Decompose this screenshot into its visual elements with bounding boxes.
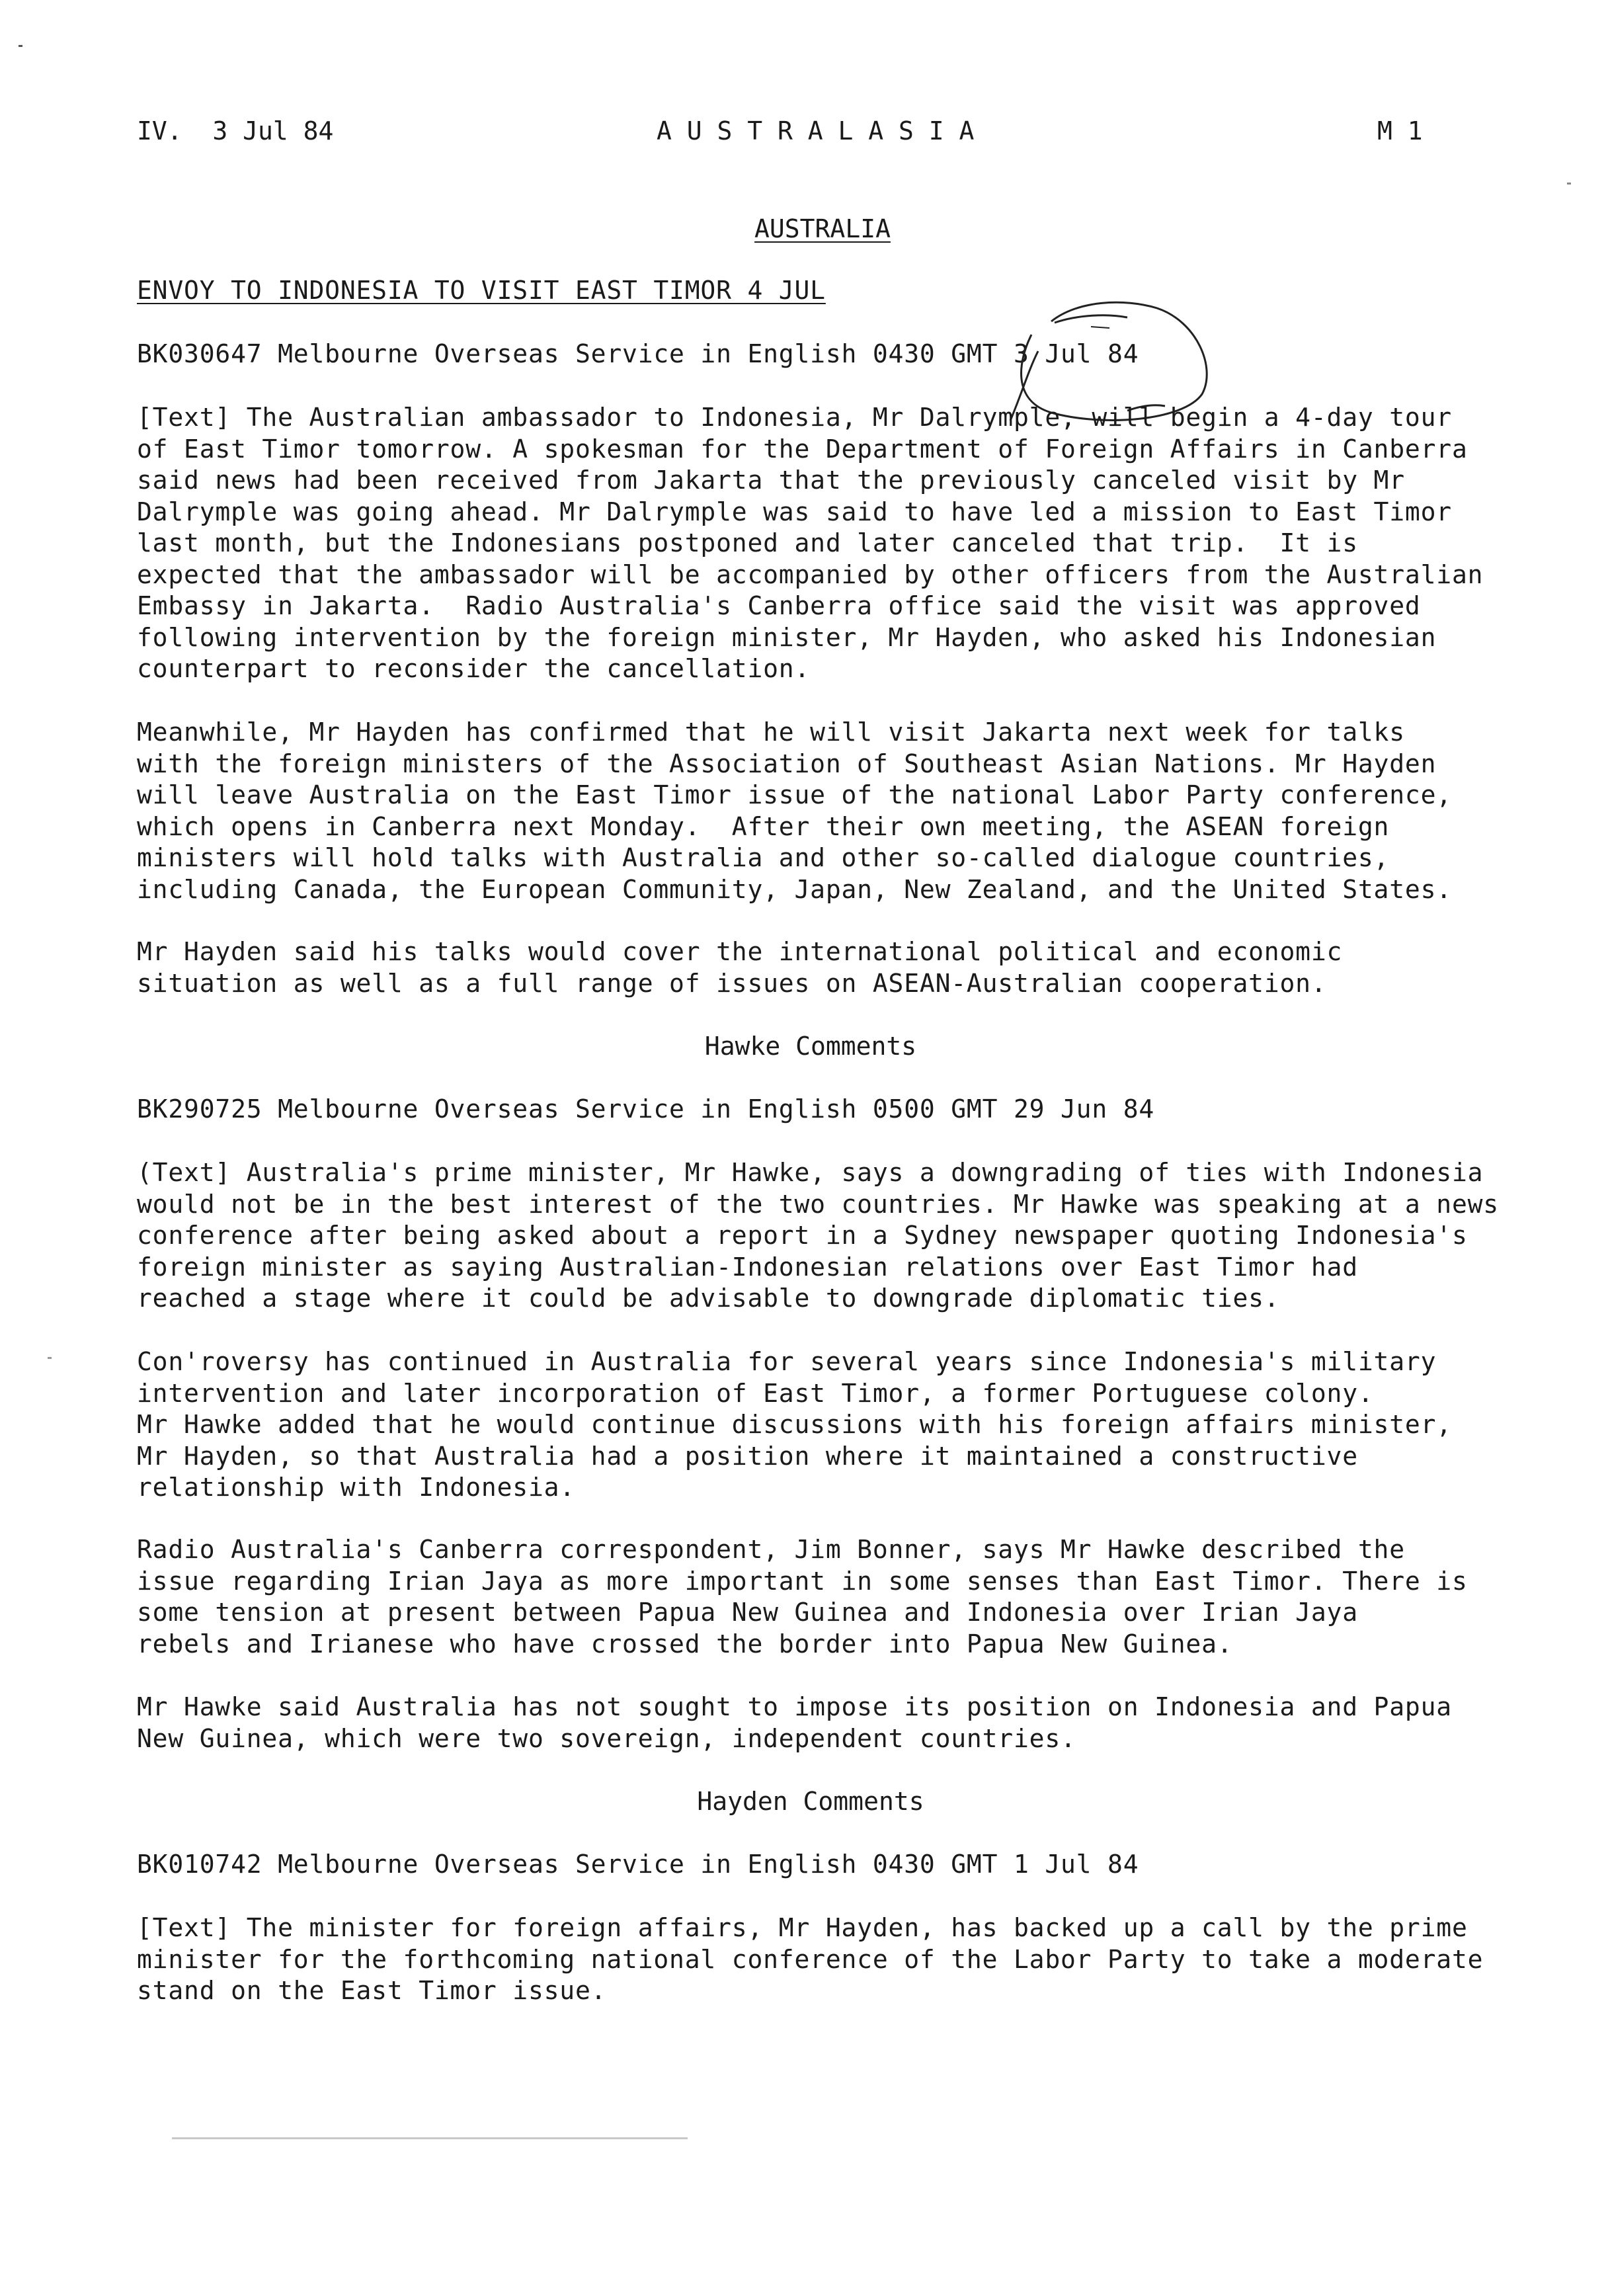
article-title: ENVOY TO INDONESIA TO VISIT EAST TIMOR 4 JUL: [137, 276, 826, 305]
scan-speck: [19, 45, 22, 47]
article-paragraph-2: Meanwhile, Mr Hayden has confirmed that he will visit Jakarta next week for talks with the foreign ministers of the Association of Southeast Asian Nations. Mr Hayden will leave Australia on the East Timor issue of the national Labor Party conference, which opens in Canberra next Monday. After their own meeting, the ASEAN foreign ministers will hold talks with Australia and other so-called dialogue countries, including Canada, the European Community, Japan, New Zealand, and the United States.: [137, 718, 1452, 904]
hayden-subheading: Hayden Comments: [697, 1787, 924, 1816]
hawke-paragraph-3: Radio Australia's Canberra correspondent, Jim Bonner, says Mr Hawke described the issue regarding Irian Jaya as more important in some senses than East Timor. There is some tension at present between Papua New Guinea and Indonesia over Irian Jaya rebels and Irianese who have crossed the border into Papua New Guinea.: [137, 1535, 1468, 1659]
hawke-paragraph-1: (Text] Australia's prime minister, Mr Hawke, says a downgrading of ties with Indonesia would not be in the best interest of the two countries. Mr Hawke was speaking at a news conference after being asked about a report in a Sydney newspaper quoting Indonesia's foreign minister as saying Australian-Indonesian relations over East Timor had reached a stage where it could be advisable to downgrade diplomatic ties.: [137, 1158, 1499, 1313]
hayden-source-line: BK010742 Melbourne Overseas Service in English 0430 GMT 1 Jul 84: [137, 1850, 1139, 1879]
article-paragraph-3: Mr Hayden said his talks would cover the international political and economic situation as well as a full range of issues on ASEAN-Australian cooperation.: [137, 937, 1343, 998]
hawke-paragraph-2: Con'roversy has continued in Australia for several years since Indonesia's military intervention and later incorporation of East Timor, a former Portuguese colony. Mr Hawke added that he would continue discussions with his foreign affairs minister, Mr Hayden, so that Australia had a position where it maintained a constructive relationship with Indonesia.: [137, 1347, 1452, 1502]
scan-speck: [48, 1357, 52, 1359]
header-issue-date: [137, 115, 333, 147]
hayden-paragraph-1: [Text] The minister for foreign affairs, Mr Hayden, has backed up a call by the prime minister for the forthcoming national conference of the Labor Party to take a moderate stand on the East Timor issue.: [137, 1913, 1484, 2005]
scan-speck: [1567, 183, 1571, 184]
header-section: A U S T R A L A S I A: [657, 116, 975, 145]
header-issue: IV.: [137, 116, 182, 145]
hawke-subheading: Hawke Comments: [704, 1032, 917, 1061]
country-heading: AUSTRALIA: [754, 214, 891, 243]
header-page-code: M 1: [1377, 116, 1423, 145]
header-date: 3 Jul 84: [212, 116, 334, 145]
article-paragraph-1: [Text] The Australian ambassador to Indonesia, Mr Dalrymple, will begin a 4-day tour of East Timor tomorrow. A spokesman for the Department of Foreign Affairs in Canberra said news had been received from Jakarta that the previously canceled visit by Mr Dalrymple was going ahead. Mr Dalrymple was said to have led a mission to East Timor last month, but the Indonesians postponed and later canceled that trip. It is expected that the ambassador will be accompanied by other officers from the Australian Embassy in Jakarta. Radio Australia's Canberra office said the visit was approved following intervention by the foreign minister, Mr Hayden, who asked his Indonesian counterpart to reconsider the cancellation.: [137, 403, 1484, 683]
article-source-line: BK030647 Melbourne Overseas Service in English 0430 GMT 3 Jul 84: [137, 339, 1139, 368]
hawke-source-line: BK290725 Melbourne Overseas Service in English 0500 GMT 29 Jun 84: [137, 1094, 1155, 1124]
hawke-paragraph-4: Mr Hawke said Australia has not sought to impose its position on Indonesia and Papua New Guinea, which were two sovereign, independent countries.: [137, 1692, 1452, 1753]
scan-artifact-line: [172, 2137, 688, 2139]
country-heading-wrap: [19, 213, 1608, 245]
